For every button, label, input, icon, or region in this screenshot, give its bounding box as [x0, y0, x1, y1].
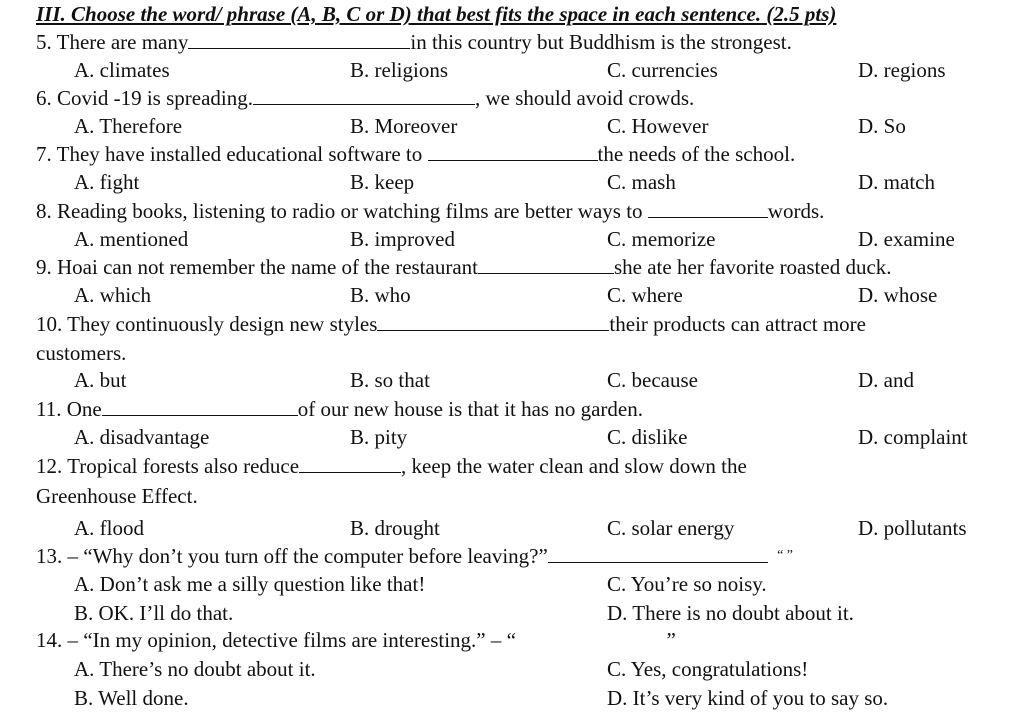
question-12-option-d: D. pollutants [858, 516, 967, 540]
question-text-before: There are many [56, 30, 189, 54]
question-text-after: ” [666, 628, 676, 652]
question-number: 10. [36, 312, 63, 336]
question-6-stem [36, 84, 694, 112]
question-11-stem [36, 395, 643, 423]
question-number: 14. [36, 628, 63, 652]
question-9-option-d: D. whose [858, 283, 938, 307]
question-text-after: , we should avoid crowds. [474, 86, 695, 110]
question-text-before: Reading books, listening to radio or watching films are better ways to [57, 199, 643, 223]
question-number: 5. [36, 30, 52, 54]
question-7-stem [36, 140, 795, 168]
answer-blank [102, 397, 298, 416]
answer-blank [548, 544, 768, 563]
question-13-option-d: D. There is no doubt about it. [607, 601, 854, 625]
question-number: 9. [36, 255, 52, 279]
question-11-option-d: D. complaint [858, 425, 968, 449]
question-5-option-d: D. regions [858, 58, 946, 82]
question-text-after: their products can attract more [609, 312, 866, 336]
answer-blank [377, 312, 609, 331]
question-text-before: They continuously design new styles [67, 312, 378, 336]
question-text-before: Tropical forests also reduce [67, 454, 300, 478]
question-10-stem-continued: customers. [36, 341, 127, 365]
question-8-stem [36, 197, 824, 225]
question-text-after: the needs of the school. [597, 142, 796, 166]
question-number: 11. [36, 397, 62, 421]
question-text-before: One [66, 397, 102, 421]
question-10-option-a: A. but [74, 368, 127, 392]
question-14-option-c: C. Yes, congratulations! [607, 657, 809, 681]
question-14-option-d: D. It’s very kind of you to say so. [607, 686, 889, 710]
question-10-option-b: B. so that [350, 368, 430, 392]
question-5-stem [36, 28, 792, 56]
question-text-after: “ ” [777, 548, 794, 563]
answer-blank [478, 255, 614, 274]
question-5-option-b: B. religions [350, 58, 448, 82]
question-5-option-c: C. currencies [607, 58, 718, 82]
question-number: 8. [36, 199, 52, 223]
question-12-option-c: C. solar energy [607, 516, 735, 540]
question-12-stem-continued: Greenhouse Effect. [36, 484, 198, 508]
answer-blank [188, 30, 410, 49]
question-6-option-b: B. Moreover [350, 114, 458, 138]
question-11-option-b: B. pity [350, 425, 408, 449]
question-14-option-a: A. There’s no doubt about it. [74, 657, 316, 681]
question-number: 13. [36, 544, 63, 568]
question-6-option-a: A. Therefore [74, 114, 183, 138]
question-text-after: she ate her favorite roasted duck. [613, 255, 892, 279]
answer-blank [253, 86, 475, 105]
question-7-option-a: A. fight [74, 170, 140, 194]
question-13-option-b: B. OK. I’ll do that. [74, 601, 234, 625]
question-10-option-d: D. and [858, 368, 914, 392]
question-text-before: They have installed educational software to [56, 142, 423, 166]
question-text-before: Covid -19 is spreading. [57, 86, 253, 110]
question-14-option-b: B. Well done. [74, 686, 189, 710]
question-9-option-c: C. where [607, 283, 683, 307]
question-9-stem [36, 253, 892, 281]
question-9-option-a: A. which [74, 283, 151, 307]
question-13-option-c: C. You’re so noisy. [607, 572, 767, 596]
section-title [36, 0, 836, 28]
question-8-option-c: C. memorize [607, 227, 716, 251]
question-text-after: words. [767, 199, 825, 223]
question-5-option-a: A. climates [74, 58, 170, 82]
question-11-option-c: C. dislike [607, 425, 688, 449]
question-12-stem [36, 452, 747, 480]
question-12-option-b: B. drought [350, 516, 440, 540]
question-text-before: – “Why don’t you turn off the computer before leaving?” [67, 544, 548, 568]
question-13-stem [36, 542, 793, 570]
question-9-option-b: B. who [350, 283, 411, 307]
question-text-after: in this country but Buddhism is the strongest. [410, 30, 792, 54]
question-12-option-a: A. flood [74, 516, 144, 540]
question-7-option-b: B. keep [350, 170, 415, 194]
question-8-option-a: A. mentioned [74, 227, 189, 251]
question-number: 12. [36, 454, 63, 478]
answer-blank [299, 454, 401, 473]
question-text-before: – “In my opinion, detective films are interesting.” – “ [67, 628, 516, 652]
question-11-option-a: A. disadvantage [74, 425, 210, 449]
question-10-stem [36, 310, 866, 338]
section-title-text: III. Choose the word/ phrase (A, B, C or D) that best fits the space in each sentence. [36, 2, 762, 26]
question-text-after: , keep the water clean and slow down the [401, 454, 747, 478]
question-14-stem [36, 626, 676, 654]
section-points: (2.5 pts) [766, 2, 837, 26]
question-6-option-c: C. However [607, 114, 709, 138]
question-number: 7. [36, 142, 52, 166]
answer-blank [648, 199, 768, 218]
question-text-after: of our new house is that it has no garden. [297, 397, 643, 421]
question-8-option-d: D. examine [858, 227, 955, 251]
question-6-option-d: D. So [858, 114, 906, 138]
question-7-option-d: D. match [858, 170, 935, 194]
question-8-option-b: B. improved [350, 227, 455, 251]
question-13-option-a: A. Don’t ask me a silly question like that! [74, 572, 426, 596]
answer-blank [428, 142, 598, 161]
question-text-before: Hoai can not remember the name of the restaurant [57, 255, 478, 279]
question-10-option-c: C. because [607, 368, 698, 392]
question-number: 6. [36, 86, 52, 110]
question-7-option-c: C. mash [607, 170, 676, 194]
